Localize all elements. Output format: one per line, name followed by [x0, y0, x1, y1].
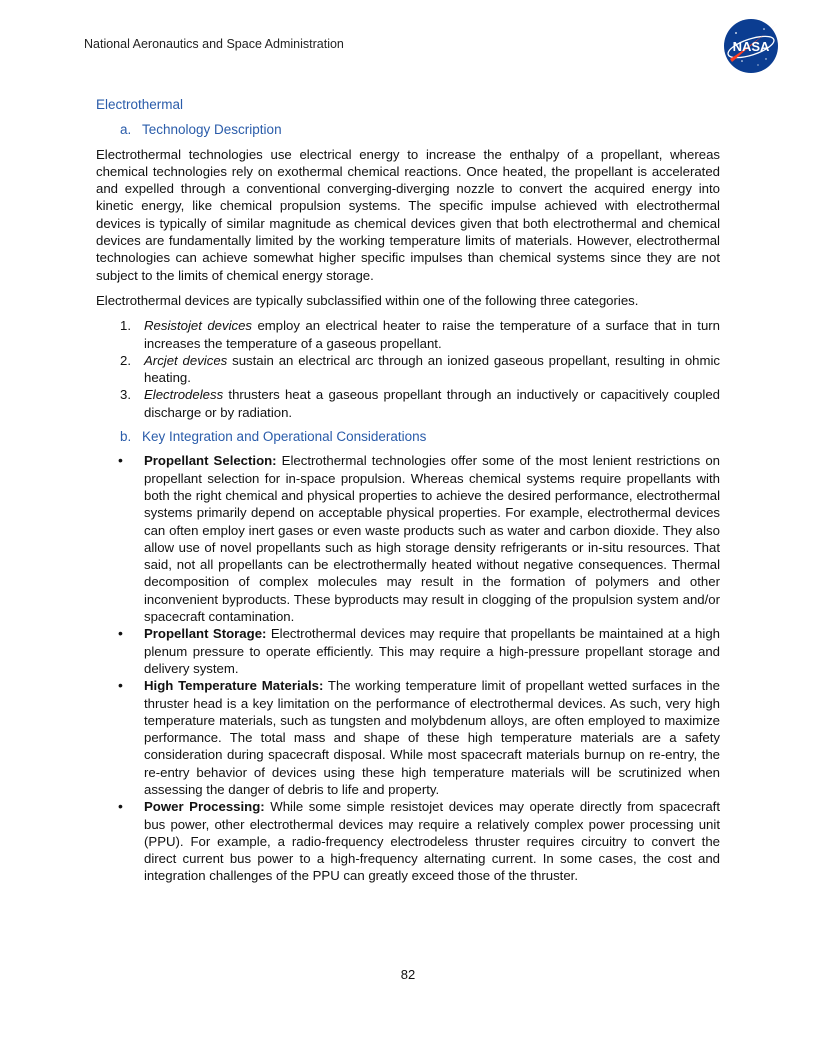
- list-text: Electrothermal technologies offer some of the most lenient restrictions on propellant selection for in-space propulsion. Whereas chemical systems require propellants with both the right chemical and physical properties to achieve the desired performance, electrothermal systems primarily depend on acceptable physical properties. For example, electrothermal devices can often employ inert gases or even waste products such as water and carbon dioxide. They also allow use of novel propellants such as high storage density refrigerants or in-situ resources. That said, not all propellants can be electrothermally heated without negative consequences. Thermal decomposition of complex molecules may result in the formation of polymers and other inconvenient byproducts. These byproducts may result in clogging of the propulsion system and/or spacecraft contamination.: [144, 453, 721, 625]
- subsection-title: Key Integration and Operational Considerations: [142, 429, 427, 445]
- bullet-icon: •: [118, 677, 123, 694]
- list-term: Resistojet devices: [144, 318, 253, 334]
- list-number: 1.: [120, 318, 131, 334]
- list-text: sustain an electrical arc through an ionized gaseous propellant, resulting in ohmic heating.: [144, 352, 720, 386]
- subsection-title: Technology Description: [142, 122, 282, 138]
- paragraph: Electrothermal technologies use electrical energy to increase the enthalpy of a propellant, whereas chemical technologies rely on exothermal chemical reactions. Once heated, the propellant is accelerated and expelled through a conventional converging-diverging nozzle to convert the acquired energy into kinetic energy, like chemical propulsion systems. The specific impulse achieved with electrothermal devices is typically of similar magnitude as chemical devices given that both electrothermal and chemical devices are fundamentally limited by the working temperature limits of materials. However, electrothermal technologies can achieve somewhat higher specific impulses than chemical systems since they are not subject to the limits of chemical energy storage.: [96, 146, 720, 283]
- logo-text: NASA: [732, 39, 770, 54]
- bullet-icon: •: [118, 798, 123, 815]
- subsection-marker: a.: [120, 122, 132, 138]
- bullet-icon: •: [118, 625, 123, 642]
- list-item: [96, 677, 720, 798]
- list-term: Electrodeless: [144, 387, 224, 403]
- subsection-marker: b.: [120, 429, 132, 445]
- paragraph: Electrothermal devices are typically subclassified within one of the following three categories.: [96, 292, 639, 308]
- bullet-icon: •: [118, 452, 123, 469]
- category-list: [96, 317, 720, 421]
- list-term: Power Processing:: [144, 799, 265, 815]
- list-text: employ an electrical heater to raise the temperature of a surface that in turn increases the temperature of a gaseous propellant.: [144, 318, 720, 351]
- list-text: While some simple resistojet devices may operate directly from spacecraft bus power, other electrothermal devices may require a relatively complex power processing unit (PPU). For example, a radio-frequency electrodeless thruster requires circuitry to convert the direct current bus power to a high-frequency alternating current. In some cases, the cost and integration challenges of the PPU can greatly exceed those of the thruster.: [144, 799, 720, 884]
- list-text: thrusters heat a gaseous propellant through an inductively or capacitively coupled discharge or by radiation.: [144, 387, 720, 420]
- document-body: [96, 96, 720, 885]
- list-term: Arcjet devices: [144, 352, 228, 368]
- considerations-list: [96, 452, 720, 884]
- list-item: [96, 452, 720, 625]
- agency-name: National Aeronautics and Space Administration: [84, 37, 344, 51]
- list-item: [96, 798, 720, 884]
- list-item: [96, 625, 720, 677]
- page-number: 82: [400, 967, 416, 982]
- list-text: The working temperature limit of propellant wetted surfaces in the thruster head is a key limitation on the performance of electrothermal devices. As such, very high temperature materials, such as tungsten and molybdenum alloys, are often employed to maximize performance. The total mass and shape of these high temperature materials are a safety consideration during spacecraft disposal. While most spacecraft materials burnup on re-entry, the re-entry behavior of devices using these high temperature materials will be scrutinized when assessing the danger of debris to life and property.: [144, 678, 720, 797]
- list-number: 3.: [120, 387, 131, 403]
- section-heading: Electrothermal: [96, 97, 184, 112]
- subsection-heading-b: [96, 428, 720, 445]
- list-text: Electrothermal devices may require that propellants be maintained at a high plenum pressure to operate efficiently. This may require a high-pressure propellant storage and delivery system.: [144, 626, 720, 676]
- list-number: 2.: [120, 352, 131, 368]
- subsection-heading-a: [96, 121, 720, 138]
- list-item: [96, 317, 720, 352]
- list-term: Propellant Storage:: [144, 626, 267, 642]
- list-item: [96, 386, 720, 421]
- list-term: High Temperature Materials:: [144, 678, 324, 694]
- list-item: [96, 352, 720, 387]
- nasa-logo-icon: [722, 17, 780, 75]
- list-term: Propellant Selection:: [144, 453, 277, 469]
